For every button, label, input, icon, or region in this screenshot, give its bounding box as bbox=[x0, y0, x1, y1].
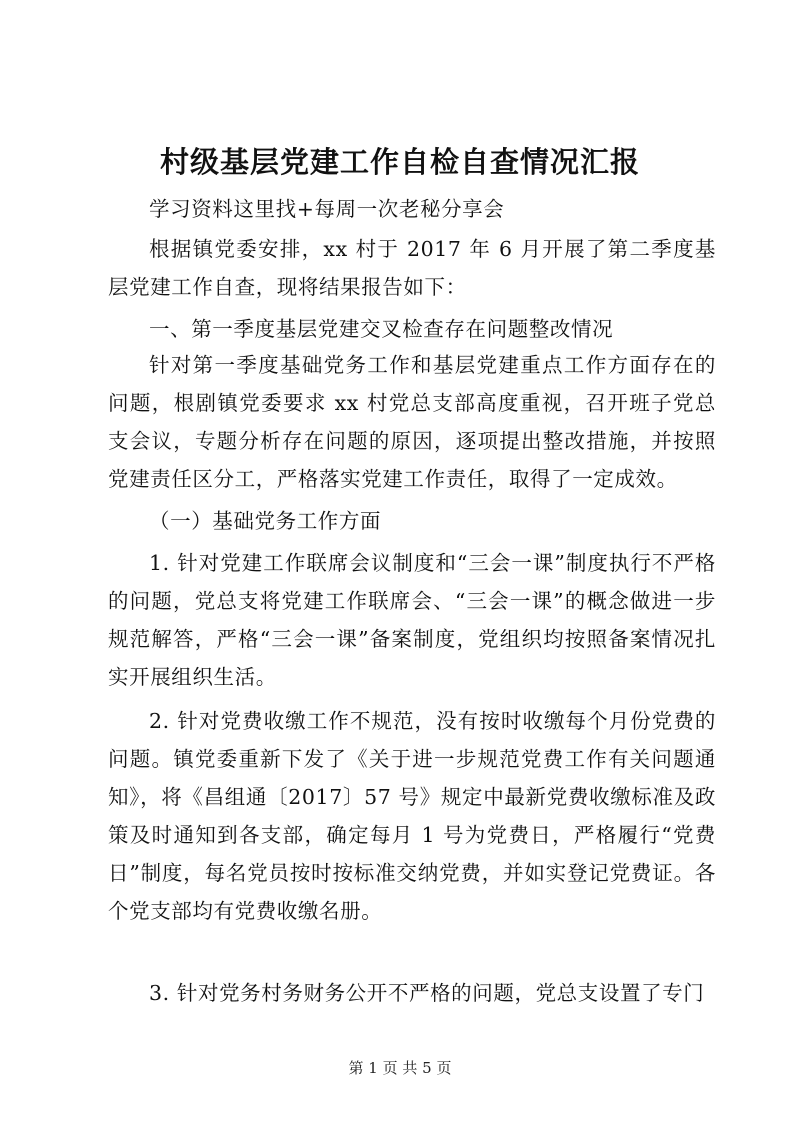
page-footer: 第 1 页 共 5 页 bbox=[348, 1059, 452, 1077]
subsection-heading-1: （一）基础党务工作方面 bbox=[149, 509, 382, 533]
list-item-3: 3. 针对党务村务财务公开不严格的问题，党总支设置了专门 bbox=[149, 981, 705, 1005]
paragraph-subtitle: 学习资料这里找+每周一次老秘分享会 bbox=[149, 197, 505, 221]
list-item-2: 2. 针对党费收缴工作不规范，没有按时收缴每个月份党费的问题。镇党委重新下发了《关于进一步规范党费工作有关问题通知》，将《昌组通〔2017〕57 号》规定中最新党费收缴标准及政策及时通知到各支部，确定每月 1 号为党费日，严格履行“党费日”制度，每名党员按时按标准交纳党费，并如实登记党费证。各个党支部均有党费收缴名册。 bbox=[108, 709, 716, 923]
paragraph-intro: 根据镇党委安排，xx 村于 2017 年 6 月开展了第二季度基层党建工作自查，现将结果报告如下： bbox=[108, 237, 716, 299]
paragraph-section-1: 针对第一季度基础党务工作和基层党建重点工作方面存在的问题，根剧镇党委要求 xx 村党总支部高度重视，召开班子党总支会议，专题分析存在问题的原因，逐项提出整改措施，并按照党建责任区分工，严格落实党建工作责任，取得了一定成效。 bbox=[108, 353, 716, 491]
document-title: 村级基层党建工作自检自查情况汇报 bbox=[159, 145, 640, 179]
list-item-1: 1. 针对党建工作联席会议制度和“三会一课”制度执行不严格的问题，党总支将党建工作联席会、“三会一课”的概念做进一步规范解答，严格“三会一课”备案制度，党组织均按照备案情况扎实开展组织生活。 bbox=[108, 551, 716, 689]
section-heading-1: 一、第一季度基层党建交叉检查存在问题整改情况 bbox=[149, 317, 614, 341]
